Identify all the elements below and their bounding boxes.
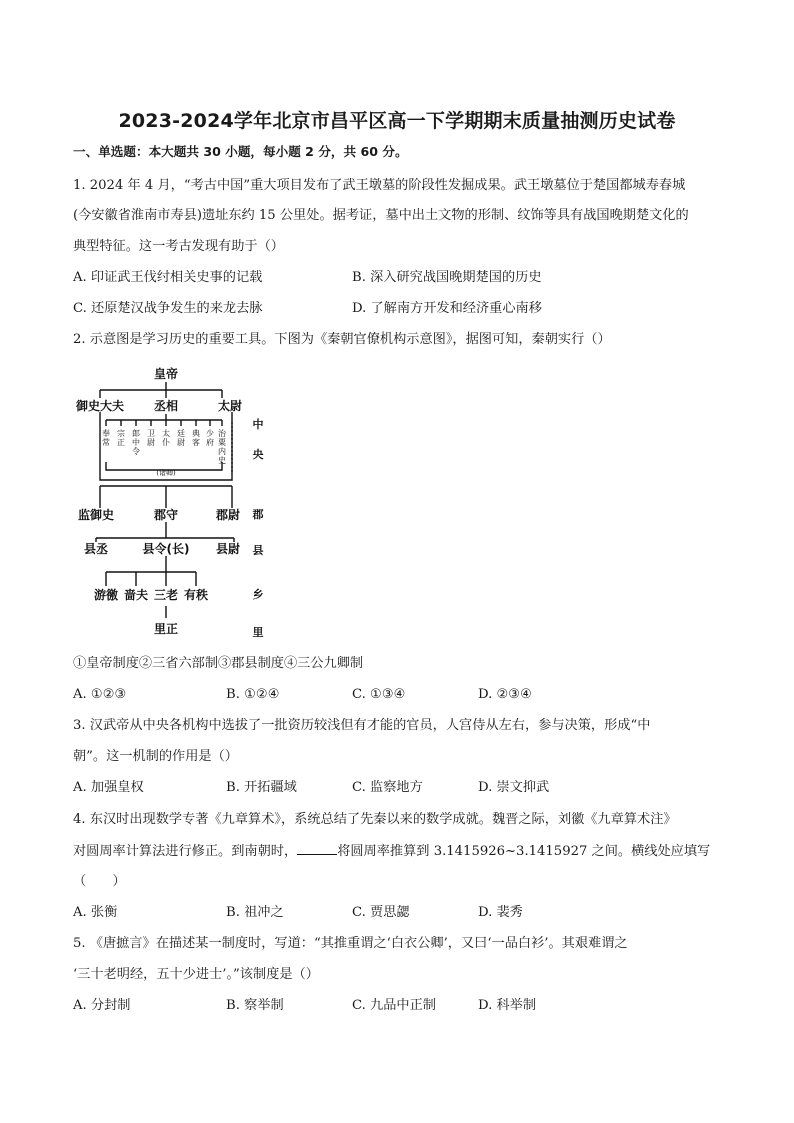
minister-label: 宗正 xyxy=(117,429,125,447)
q4-stem-line1: 4. 东汉时出现数学专著《九章算术》，系统总结了先秦以来的数学成就。魏晋之际，刘徽《九章算术注》 xyxy=(73,812,677,827)
q3-stem-line1: 3. 汉武帝从中央各机构中选拔了一批资历较浅但有才能的官员，人宫侍从左右，参与决策，形成“中 xyxy=(73,718,651,733)
q3-option-d[interactable]: D. 崇文抑武 xyxy=(478,780,550,795)
q4-option-d[interactable]: D. 裴秀 xyxy=(478,905,523,920)
q4-stem-line3: （ ） xyxy=(73,874,126,889)
q4-option-a[interactable]: A. 张衡 xyxy=(73,905,118,920)
youzhi-label: 有秩 xyxy=(183,588,209,602)
q2-option-d[interactable]: D. ②③④ xyxy=(478,687,532,702)
qin-bureaucracy-diagram xyxy=(72,362,282,642)
xianwei-label: 县尉 xyxy=(215,542,241,556)
q1-stem-line3: 典型特征。这一考古发现有助于（） xyxy=(73,239,284,254)
minister-label: 治粟内史 xyxy=(218,429,226,465)
level-yang: 央 xyxy=(252,448,264,461)
minister-label: 郎中令 xyxy=(132,429,140,456)
q4-stem-line2 xyxy=(73,842,710,861)
minister-label: 少府 xyxy=(206,429,214,447)
minister-label: 卫尉 xyxy=(147,429,155,447)
level-xiang: 乡 xyxy=(252,588,264,601)
jianyushi-label: 监御史 xyxy=(77,508,115,522)
q4-stem-line2-after-blank: 将圆周率推算到 3.1415926~3.1415927 之间。横线处应填写 xyxy=(337,844,711,859)
q2-option-b[interactable]: B. ①②④ xyxy=(226,687,280,702)
minister-label: 奉常 xyxy=(102,429,110,447)
q3-option-a[interactable]: A. 加强皇权 xyxy=(73,780,144,795)
q3-option-c[interactable]: C. 监察地方 xyxy=(352,780,423,795)
q1-option-c[interactable]: C. 还原楚汉战争发生的来龙去脉 xyxy=(73,301,263,316)
q4-stem-line2-before-blank: 对圆周率计算法进行修正。到南朝时， xyxy=(73,844,298,859)
taiwei-label: 太尉 xyxy=(217,399,243,413)
q2-option-c[interactable]: C. ①③④ xyxy=(352,687,406,702)
exam-title: 2023-2024学年北京市昌平区高一下学期期末质量抽测历史试卷 xyxy=(118,110,676,132)
ministers-group-label: (诸卿) xyxy=(156,469,176,477)
q1-option-a[interactable]: A. 印证武王伐纣相关史事的记载 xyxy=(73,270,263,285)
q2-option-a[interactable]: A. ①②③ xyxy=(73,687,127,702)
yushi-dafu-label: 御史大夫 xyxy=(75,399,125,413)
minister-label: 典客 xyxy=(192,429,200,447)
q1-option-d[interactable]: D. 了解南方开发和经济重心南移 xyxy=(352,301,542,316)
q5-option-b[interactable]: B. 察举制 xyxy=(226,998,284,1013)
q5-option-d[interactable]: D. 科举制 xyxy=(478,998,537,1013)
q4-option-c[interactable]: C. 贾思勰 xyxy=(352,905,410,920)
q1-stem-line2: (今安徽省淮南市寿县)遗址东约 15 公里处。据考证，墓中出土文物的形制、纹饰等具有战国晚期楚文化的 xyxy=(73,208,689,223)
q3-stem-line2: 朝”。这一机制的作用是（） xyxy=(73,749,238,764)
xiancheng-label: 县丞 xyxy=(83,542,109,556)
q4-option-b[interactable]: B. 祖冲之 xyxy=(226,905,284,920)
youjiao-label: 游徼 xyxy=(93,588,119,602)
sanlao-label: 三老 xyxy=(153,588,179,602)
emperor-label: 皇帝 xyxy=(153,367,179,381)
junshou-label: 郡守 xyxy=(153,508,179,522)
q3-option-b[interactable]: B. 开拓疆域 xyxy=(226,780,297,795)
level-li: 里 xyxy=(252,626,264,639)
level-zhong: 中 xyxy=(252,418,264,431)
junwei-label: 郡尉 xyxy=(215,508,241,522)
q5-option-a[interactable]: A. 分封制 xyxy=(73,998,131,1013)
q2-statements: ①皇帝制度②三省六部制③郡县制度④三公九卿制 xyxy=(73,656,364,671)
xianling-label: 县令(长) xyxy=(142,542,190,556)
q1-option-b[interactable]: B. 深入研究战国晚期楚国的历史 xyxy=(352,270,542,285)
q1-stem-line1: 1. 2024 年 4 月，“考古中国”重大项目发布了武王墩墓的阶段性发掘成果。武王墩墓位于楚国都城寿春城 xyxy=(73,178,686,193)
minister-label: 廷尉 xyxy=(177,429,185,447)
q5-stem-line1: 5. 《唐摭言》在描述某一制度时，写道：“其推重谓之‘白衣公卿’，又曰‘一品白衫’。其艰难谓之 xyxy=(73,936,628,951)
q2-stem-line1: 2. 示意图是学习历史的重要工具。下图为《秦朝官僚机构示意图》，据图可知，秦朝实行（） xyxy=(73,332,611,347)
ministers-group xyxy=(102,428,227,465)
section-heading: 一、单选题：本大题共 30 小题，每小题 2 分，共 60 分。 xyxy=(73,144,408,159)
answer-blank xyxy=(297,842,337,855)
level-jun: 郡 xyxy=(252,508,264,521)
chengxiang-label: 丞相 xyxy=(153,399,179,413)
q5-option-c[interactable]: C. 九品中正制 xyxy=(352,998,436,1013)
minister-label: 太仆 xyxy=(162,429,170,447)
q5-stem-line2: ‘三十老明经，五十少进士’。”该制度是（） xyxy=(73,967,319,982)
sefu-label: 啬夫 xyxy=(123,588,149,602)
lizheng-label: 里正 xyxy=(153,622,179,636)
level-xian: 县 xyxy=(252,544,264,557)
